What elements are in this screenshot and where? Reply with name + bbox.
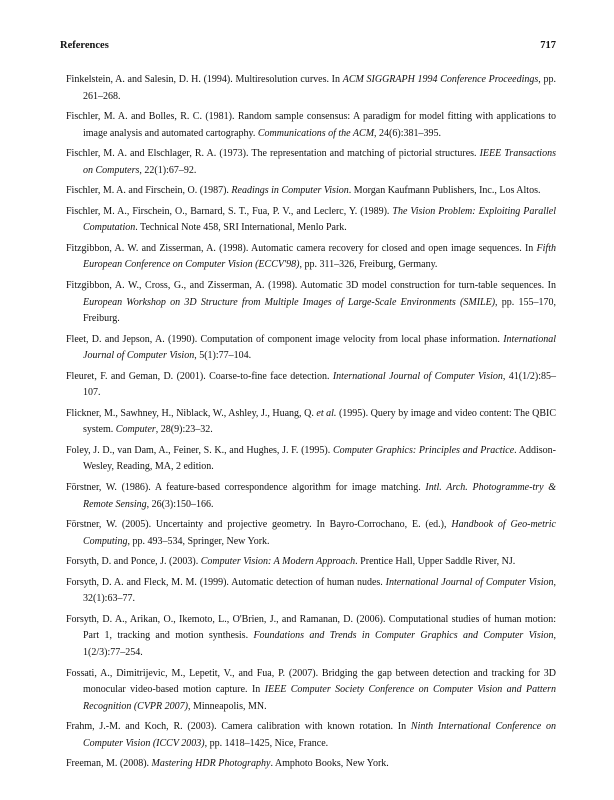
reference-venue: Readings in Computer Vision bbox=[231, 185, 349, 197]
reference-entry bbox=[66, 666, 556, 716]
reference-text: Fossati, A., Dimitrijevic, M., Lepetit, V., and Fua, P. (2007). Bridging the gap between detection and tracking for 3D monocular video-based motion capture. In bbox=[66, 667, 556, 695]
section-title: References bbox=[60, 40, 109, 51]
reference-text: Förstner, W. (2005). Uncertainty and projective geometry. In Bayro-Corrochano, E. (ed.), bbox=[66, 519, 452, 531]
reference-details: , 1(2/3):77–254. bbox=[83, 630, 556, 658]
page-number: 717 bbox=[540, 40, 556, 51]
reference-venue: International Journal of Computer Vision bbox=[332, 370, 503, 382]
reference-details: , 24(6):381–395. bbox=[374, 127, 441, 139]
reference-list bbox=[66, 72, 556, 777]
reference-details: . Addison-Wesley, Reading, MA, 2 edition. bbox=[83, 444, 556, 473]
reference-entry bbox=[66, 575, 556, 608]
reference-venue: Computer Vision: A Modern Approach bbox=[200, 556, 356, 568]
reference-details: , 32(1):63–77. bbox=[83, 576, 556, 605]
reference-entry bbox=[66, 756, 556, 773]
reference-text: Fitzgibbon, A. W., Cross, G., and Zisserman, A. (1998). Automatic 3D model construction for turn-table sequences. In bbox=[66, 280, 556, 292]
reference-entry bbox=[66, 278, 556, 328]
reference-details: , Minneapolis, MN. bbox=[187, 700, 267, 712]
reference-text: Finkelstein, A. and Salesin, D. H. (1994). Multiresolution curves. In bbox=[66, 74, 343, 85]
reference-venue: Intl. Arch. Photogramme-try & Remote Sensing bbox=[83, 482, 556, 510]
reference-entry bbox=[66, 241, 556, 274]
reference-entry bbox=[66, 719, 556, 752]
reference-text: Fischler, M. A. and Firschein, O. (1987). bbox=[66, 185, 232, 197]
reference-entry bbox=[66, 517, 556, 550]
reference-text: Fleet, D. and Jepson, A. (1990). Computation of component image velocity from local phase information. bbox=[66, 333, 504, 345]
reference-details: , pp. 1418–1425, Nice, France. bbox=[204, 737, 329, 749]
reference-venue: ACM SIGGRAPH 1994 Conference Proceedings bbox=[342, 74, 539, 85]
reference-venue: Communications of the ACM bbox=[257, 127, 375, 139]
reference-entry bbox=[66, 554, 556, 571]
reference-details: , pp. 155–170, Freiburg. bbox=[83, 296, 556, 325]
reference-venue: IEEE Transactions on Computers bbox=[83, 148, 556, 176]
reference-venue: International Journal of Computer Vision bbox=[385, 576, 554, 588]
reference-venue: Foundations and Trends in Computer Graphics and Computer Vision bbox=[253, 630, 554, 642]
reference-details: . Morgan Kaufmann Publishers, Inc., Los Altos. bbox=[348, 185, 541, 197]
reference-details: , 26(3):150–166. bbox=[146, 498, 214, 510]
reference-details: , pp. 493–534, Springer, New York. bbox=[127, 535, 270, 547]
reference-details: , 41(1/2):85–107. bbox=[83, 370, 556, 399]
reference-venue: European Workshop on 3D Structure from Multiple Images of Large-Scale Environments (SMILE) bbox=[83, 296, 496, 308]
reference-entry bbox=[66, 480, 556, 513]
reference-entry bbox=[66, 612, 556, 662]
reference-entry bbox=[66, 369, 556, 402]
reference-text: Fischler, M. A., Firschein, O., Barnard, S. T., Fua, P. V., and Leclerc, Y. (1989). bbox=[66, 205, 393, 217]
reference-text: Forsyth, D. and Ponce, J. (2003). bbox=[66, 556, 201, 568]
reference-venue: IEEE Computer Society Conference on Computer Vision and Pattern Recognition (CVPR 2007) bbox=[83, 684, 557, 712]
reference-venue: et al. bbox=[316, 407, 337, 419]
reference-text: Fischler, M. A. and Elschlager, R. A. (1973). The representation and matching of pictorial structures. bbox=[66, 148, 480, 160]
reference-text: Fischler, M. A. and Bolles, R. C. (1981). Random sample consensus: A paradigm for model fitting with applications to image analysis and automated cartography. bbox=[66, 111, 556, 139]
reference-text: Fitzgibbon, A. W. and Zisserman, A. (1998). Automatic camera recovery for closed and open image sequences. In bbox=[66, 242, 537, 254]
reference-details: , pp. 311–326, Freiburg, Germany. bbox=[299, 259, 438, 271]
reference-text: Frahm, J.-M. and Koch, R. (2003). Camera calibration with known rotation. In bbox=[66, 721, 411, 733]
reference-text: Foley, J. D., van Dam, A., Feiner, S. K., and Hughes, J. F. (1995). bbox=[66, 444, 333, 456]
reference-venue: Computer Graphics: Principles and Practice bbox=[332, 444, 515, 456]
reference-text: Forsyth, D. A. and Fleck, M. M. (1999). Automatic detection of human nudes. bbox=[66, 576, 386, 588]
reference-text: Flickner, M., Sawhney, H., Niblack, W., Ashley, J., Huang, Q. bbox=[66, 407, 317, 419]
reference-entry bbox=[66, 183, 556, 200]
reference-text: Freeman, M. (2008). bbox=[66, 758, 152, 770]
reference-entry bbox=[66, 406, 556, 439]
reference-details: (1995). Query by image and video content: The QBIC system. bbox=[83, 407, 557, 436]
reference-journal: Computer bbox=[115, 424, 156, 436]
reference-entry bbox=[66, 332, 556, 365]
reference-details: . Technical Note 458, SRI International, Menlo Park. bbox=[135, 222, 347, 234]
reference-entry bbox=[66, 146, 556, 179]
reference-entry bbox=[66, 204, 556, 237]
reference-entry bbox=[66, 72, 556, 105]
running-header bbox=[60, 40, 556, 54]
reference-text: Fleuret, F. and Geman, D. (2001). Coarse-to-fine face detection. bbox=[66, 370, 333, 382]
reference-venue: The Vision Problem: Exploiting Parallel Computation bbox=[83, 205, 556, 234]
reference-venue: International Journal of Computer Vision bbox=[83, 333, 556, 362]
reference-venue: Handbook of Geo-metric Computing bbox=[83, 519, 556, 547]
reference-details: , 28(9):23–32. bbox=[155, 424, 213, 436]
reference-entry bbox=[66, 443, 556, 476]
reference-text: Förstner, W. (1986). A feature-based correspondence algorithm for image matching. bbox=[66, 482, 426, 494]
reference-venue: Ninth International Conference on Computer Vision (ICCV 2003) bbox=[83, 721, 556, 749]
reference-details: . Amphoto Books, New York. bbox=[270, 758, 389, 770]
reference-venue: Mastering HDR Photography bbox=[151, 758, 271, 770]
reference-details: . Prentice Hall, Upper Saddle River, NJ. bbox=[355, 556, 516, 568]
reference-venue: Fifth European Conference on Computer Vision (ECCV'98) bbox=[83, 242, 556, 271]
reference-text: Forsyth, D. A., Arikan, O., Ikemoto, L., O'Brien, J., and Ramanan, D. (2006). Computational studies of human motion: Part 1, tracking and motion synthesis. bbox=[66, 613, 556, 642]
reference-details: , 22(1):67–92. bbox=[139, 164, 197, 176]
reference-details: , pp. 261–268. bbox=[83, 74, 556, 102]
reference-details: , 5(1):77–104. bbox=[194, 350, 252, 362]
reference-entry bbox=[66, 109, 556, 142]
